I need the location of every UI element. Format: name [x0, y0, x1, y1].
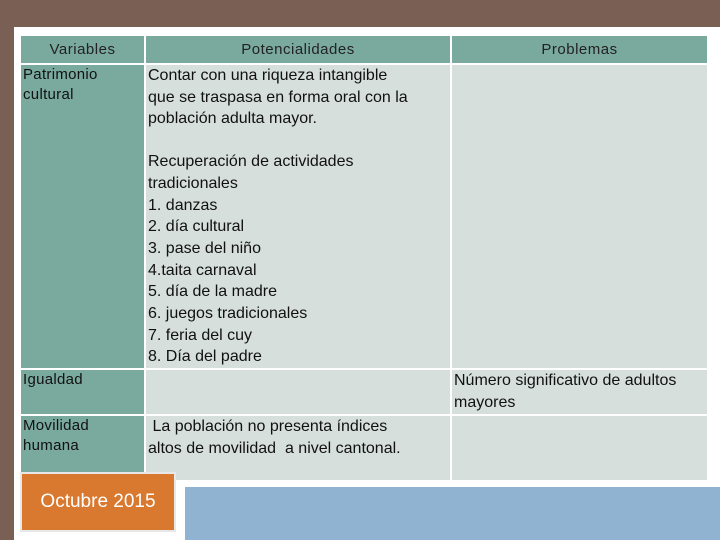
variable-cell — [20, 369, 145, 415]
text-line: Número significativo de adultos — [454, 372, 677, 390]
date-badge: Octubre 2015 — [20, 472, 176, 532]
potencialidades-cell — [145, 369, 451, 415]
list-title: Recuperación de actividades — [148, 153, 354, 171]
table-row — [20, 64, 708, 369]
problemas-cell — [451, 64, 708, 369]
variable-label: Igualdad — [23, 371, 83, 389]
text-line: Contar con una riqueza intangible — [148, 67, 388, 84]
list-item: 6. juegos tradicionales — [148, 305, 308, 323]
header-potencialidades: Potencialidades — [145, 35, 451, 64]
variable-label: Patrimonio — [23, 66, 98, 83]
text-line: mayores — [454, 393, 516, 411]
list-item: 2. día cultural — [148, 218, 245, 236]
variable-label: cultural — [23, 86, 74, 103]
text-line: La población no presenta índices — [148, 418, 388, 436]
potencialidades-cell — [145, 64, 451, 369]
text-line: que se traspasa en forma oral con la — [148, 88, 408, 106]
list-item: 1. danzas — [148, 196, 218, 214]
data-table — [19, 34, 709, 482]
text-line: altos de movilidad a nivel cantonal. — [148, 439, 401, 457]
problemas-cell — [451, 415, 708, 481]
text-line: población adulta mayor. — [148, 110, 317, 128]
list-item: 8. Día del padre — [148, 348, 262, 366]
variable-label: humana — [23, 437, 80, 455]
variable-cell — [20, 64, 145, 369]
list-title: tradicionales — [148, 174, 238, 192]
potencialidades-cell — [145, 415, 451, 481]
list-item: 3. pase del niño — [148, 239, 261, 257]
problemas-cell — [451, 369, 708, 415]
list-item: 5. día de la madre — [148, 283, 277, 301]
header-problemas: Problemas — [451, 35, 708, 64]
table-header-row — [20, 35, 708, 64]
table-row — [20, 369, 708, 415]
list-item: 4.taita carnaval — [148, 261, 257, 279]
footer-bar — [185, 487, 720, 540]
header-variables: Variables — [20, 35, 145, 64]
list-item: 7. feria del cuy — [148, 326, 253, 344]
spacer — [148, 130, 448, 151]
variable-label: Movilidad — [23, 417, 90, 435]
